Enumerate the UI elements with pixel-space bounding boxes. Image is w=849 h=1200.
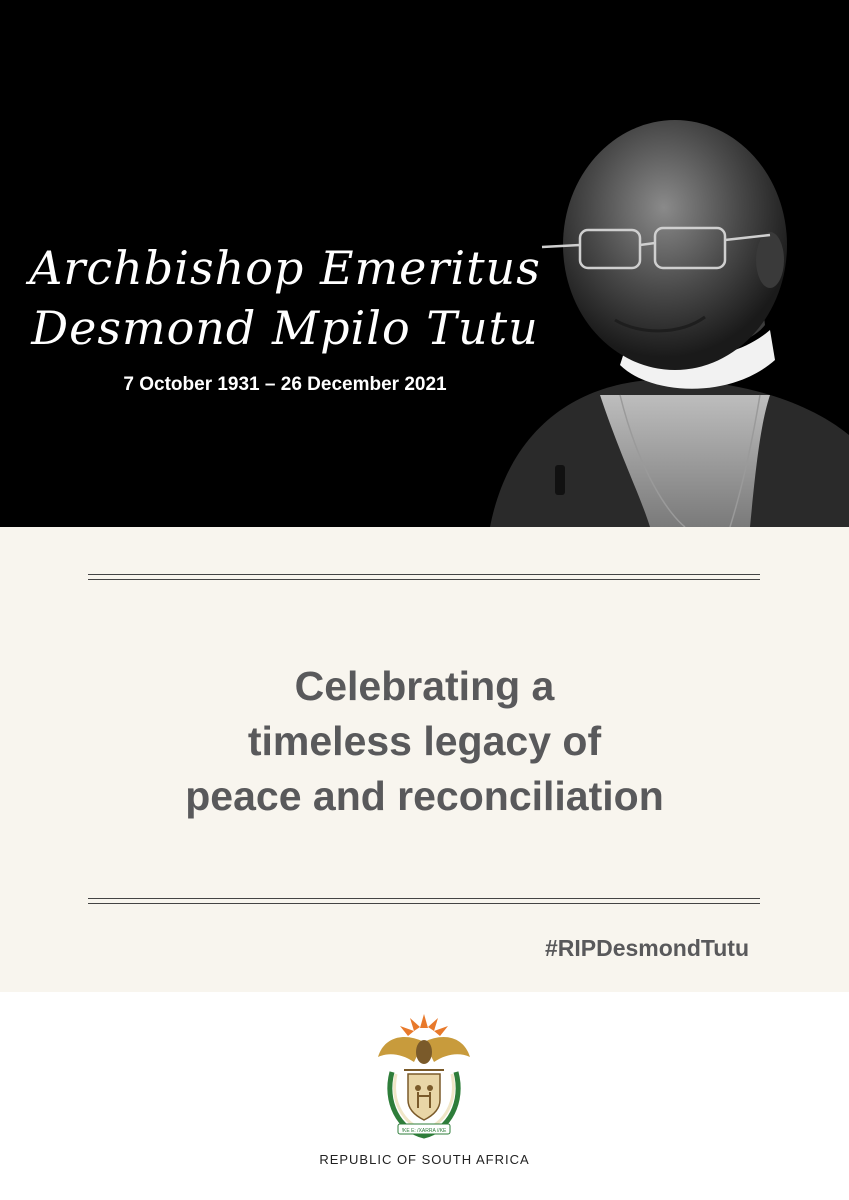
portrait-photo: [470, 95, 849, 527]
tribute-headline: [0, 659, 849, 824]
top-divider: [88, 574, 760, 580]
bottom-divider: [88, 898, 760, 904]
headline-line-3: peace and reconciliation: [185, 773, 664, 819]
headline-line-1: Celebrating a: [294, 663, 555, 709]
headline-line-2: timeless legacy of: [247, 718, 602, 764]
title-line-1: Archbishop Emeritus: [29, 241, 541, 295]
svg-text:!KE E: /XARRA //KE: !KE E: /XARRA //KE: [401, 1128, 447, 1134]
hashtag: #RIPDesmondTutu: [544, 935, 749, 961]
life-dates: 7 October 1931 – 26 December 2021: [123, 374, 447, 395]
hero-banner: [0, 0, 849, 527]
title-line-2: Desmond Mpilo Tutu: [31, 301, 539, 355]
country-name: REPUBLIC OF SOUTH AFRICA: [319, 1152, 530, 1167]
coat-of-arms-icon: [374, 1012, 474, 1142]
